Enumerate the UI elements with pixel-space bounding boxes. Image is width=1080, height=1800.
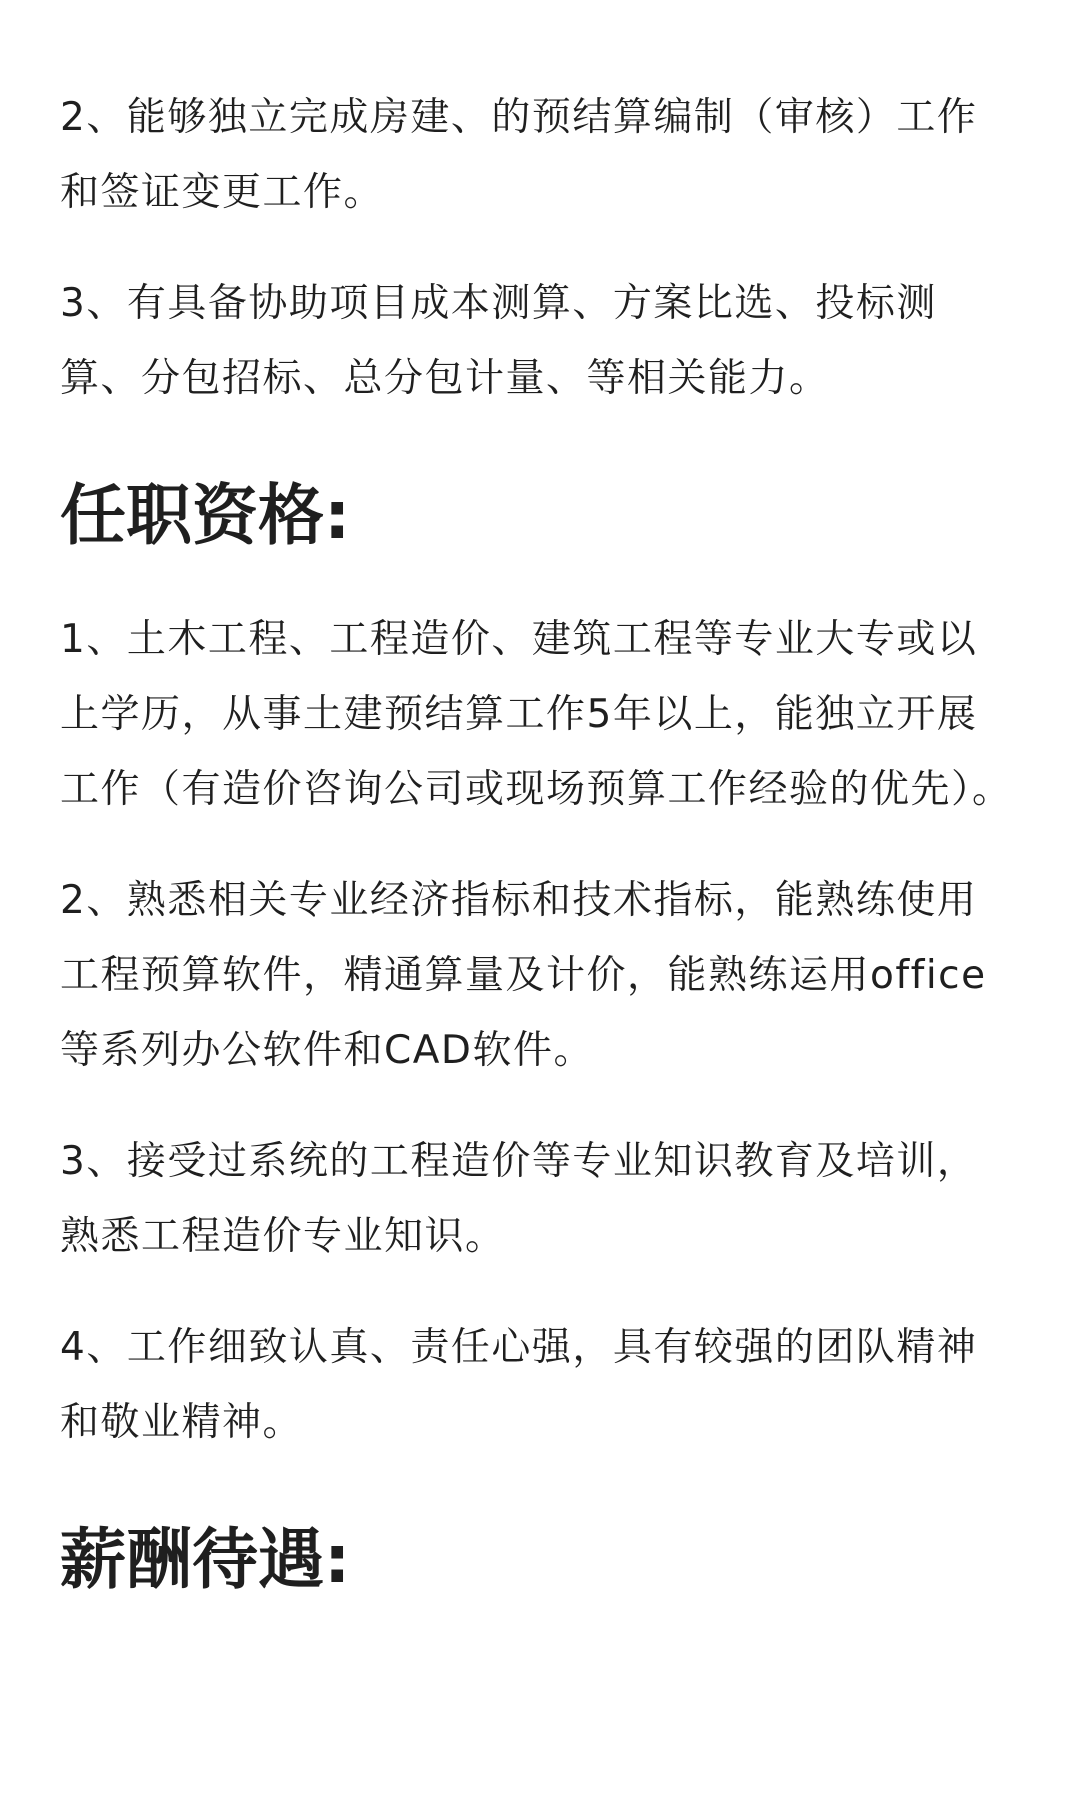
qualification-item-3: 3、接受过系统的工程造价等专业知识教育及培训，熟悉工程造价专业知识。	[60, 1139, 978, 1259]
job-description-content	[60, 80, 1015, 1602]
responsibility-item-3: 3、有具备协助项目成本测算、方案比选、投标测算、分包招标、总分包计量、等相关能力。	[60, 281, 937, 401]
qualification-item-4: 4、工作细致认真、责任心强，具有较强的团队精神和敬业精神。	[60, 1325, 978, 1445]
responsibility-item-2: 2、能够独立完成房建、的预结算编制（审核）工作和签证变更工作。	[60, 95, 978, 215]
qualifications-heading: 任职资格:	[60, 477, 351, 554]
salary-heading: 薪酬待遇:	[60, 1521, 351, 1598]
qualification-item-1: 1、土木工程、工程造价、建筑工程等专业大专或以上学历，从事土建预结算工作5年以上，能独立开展工作（有造价咨询公司或现场预算工作经验的优先）。	[60, 617, 1013, 812]
qualification-item-2: 2、熟悉相关专业经济指标和技术指标，能熟练使用工程预算软件，精通算量及计价，能熟练运用office等系列办公软件和CAD软件。	[60, 878, 987, 1073]
